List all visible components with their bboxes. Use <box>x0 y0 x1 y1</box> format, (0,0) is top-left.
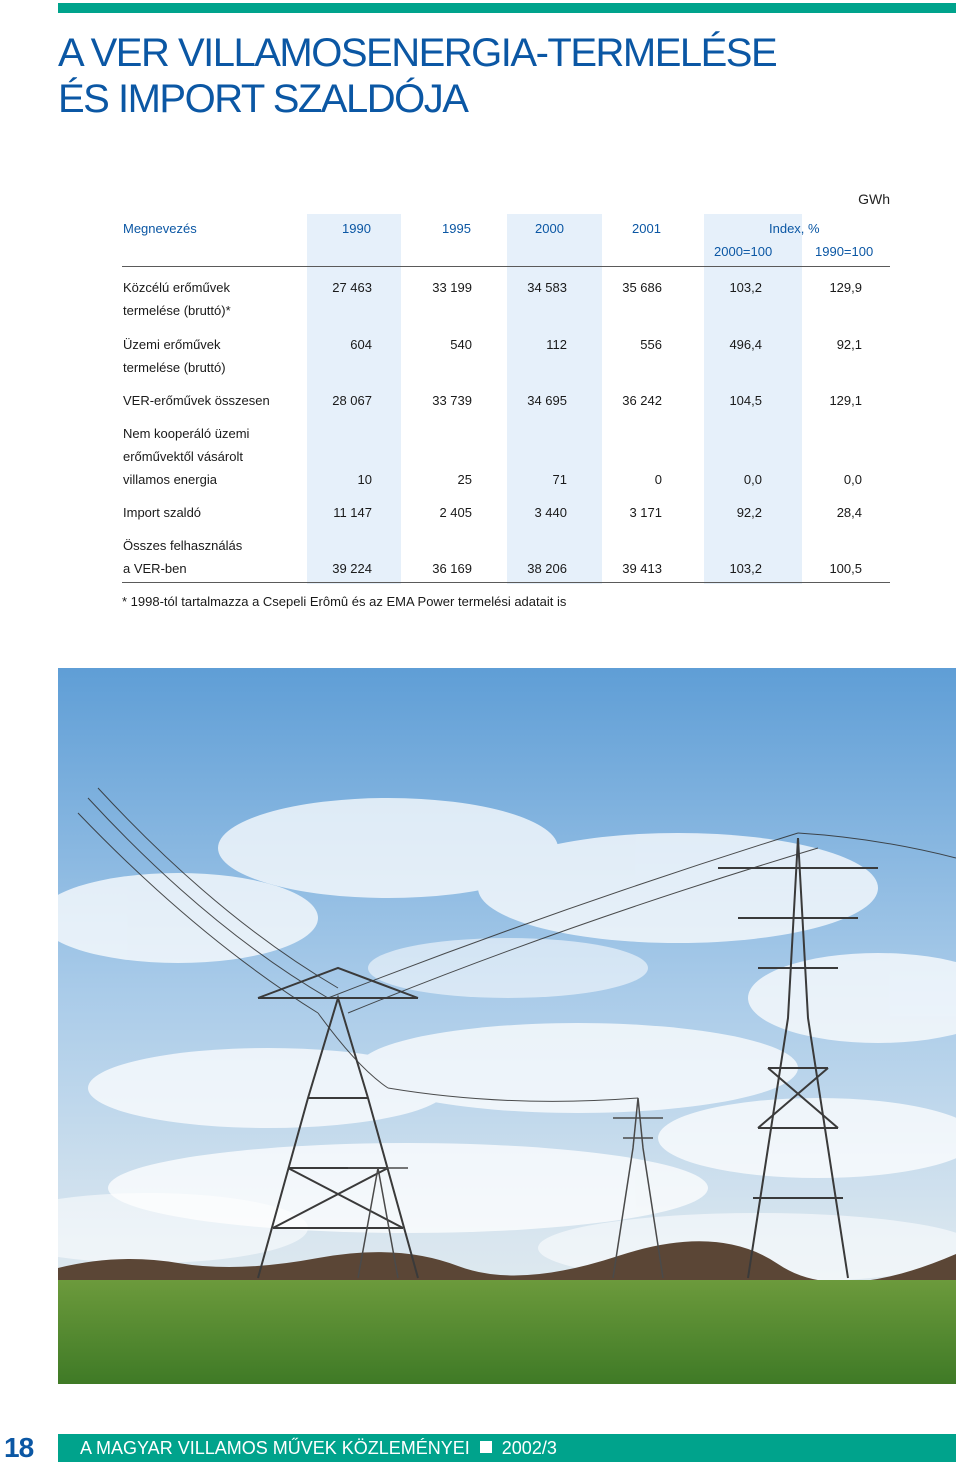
cell-index-2000: 92,2 <box>736 505 762 520</box>
page-title-line-2: ÉS IMPORT SZALDÓJA <box>58 77 468 121</box>
cell-1990: 10 <box>357 472 372 487</box>
row-label-line: Összes felhasználás <box>123 538 243 553</box>
cell-2001: 35 686 <box>622 280 662 295</box>
table-bottom-rule <box>122 582 890 583</box>
cell-index-2000: 496,4 <box>729 337 762 352</box>
cell-2000: 112 <box>546 337 567 352</box>
publication-title: A MAGYAR VILLAMOS MŰVEK KÖZLEMÉNYEI <box>80 1438 470 1458</box>
cell-index-1990: 100,5 <box>829 561 862 576</box>
footer-bar <box>58 1434 956 1462</box>
row-label-line: Import szaldó <box>123 505 202 520</box>
cell-1995: 36 169 <box>432 561 472 576</box>
header-2000: 2000 <box>535 221 564 236</box>
cell-1990: 11 147 <box>333 505 372 520</box>
cell-2001: 36 242 <box>622 393 662 408</box>
cell-2000: 34 695 <box>527 393 567 408</box>
row-label-line: a VER-ben <box>123 561 187 576</box>
cell-index-1990: 129,9 <box>829 280 862 295</box>
page-title-line-1: A VER VILLAMOSENERGIA-TERMELÉSE <box>58 31 777 75</box>
row-label <box>123 422 249 491</box>
cell-index-1990: 129,1 <box>829 393 862 408</box>
row-label-line: erőművektől vásárolt <box>123 449 243 464</box>
unit-label: GWh <box>858 191 890 207</box>
row-label-line: termelése (bruttó)* <box>123 303 231 318</box>
header-rule <box>122 266 890 267</box>
cell-1990: 39 224 <box>332 561 372 576</box>
cell-1995: 2 405 <box>439 505 472 520</box>
cell-index-1990: 28,4 <box>836 505 862 520</box>
square-bullet-icon <box>480 1441 492 1453</box>
data-table <box>122 214 890 584</box>
row-label <box>123 333 226 379</box>
row-label-line: Nem kooperáló üzemi <box>123 426 250 441</box>
row-label-line: Üzemi erőművek <box>123 337 221 352</box>
header-2001: 2001 <box>632 221 661 236</box>
header-1995: 1995 <box>442 221 471 236</box>
row-label-line: Közcélú erőművek <box>123 280 230 295</box>
cell-index-2000: 0,0 <box>743 472 762 487</box>
issue-number: 2002/3 <box>501 1438 557 1458</box>
cell-index-2000: 104,5 <box>729 393 762 408</box>
cell-index-1990: 92,1 <box>836 337 862 352</box>
cell-1990: 27 463 <box>332 280 372 295</box>
page-title <box>58 30 776 122</box>
header-name: Megnevezés <box>123 221 197 236</box>
table-footnote: * 1998-tól tartalmazza a Csepeli Erômû és az EMA Power termelési adatait is <box>122 594 567 609</box>
row-label-line: villamos energia <box>123 472 217 487</box>
row-label <box>123 534 242 580</box>
row-label-line: VER-erőművek összesen <box>123 393 270 408</box>
cell-1995: 33 199 <box>432 280 472 295</box>
footer-text <box>80 1437 557 1459</box>
cell-2000: 3 440 <box>534 505 567 520</box>
cell-2001: 3 171 <box>629 505 662 520</box>
cell-1990: 604 <box>350 337 372 352</box>
header-index-2000: 2000=100 <box>714 244 773 259</box>
cell-2000: 71 <box>552 472 567 487</box>
page-number: 18 <box>4 1432 34 1463</box>
cell-1995: 33 739 <box>432 393 472 408</box>
cell-2000: 38 206 <box>527 561 567 576</box>
cell-index-2000: 103,2 <box>729 280 762 295</box>
header-1990: 1990 <box>342 221 371 236</box>
header-index: Index, % <box>769 221 820 236</box>
row-label <box>123 276 231 322</box>
cell-1990: 28 067 <box>332 393 372 408</box>
cell-index-2000: 103,2 <box>729 561 762 576</box>
cell-2001: 0 <box>654 472 662 487</box>
header-index-1990: 1990=100 <box>815 244 874 259</box>
cell-1995: 25 <box>457 472 472 487</box>
row-label <box>123 501 201 524</box>
cell-2001: 39 413 <box>622 561 662 576</box>
cell-2001: 556 <box>640 337 662 352</box>
top-accent-bar <box>58 3 956 13</box>
row-label-line: termelése (bruttó) <box>123 360 226 375</box>
cell-2000: 34 583 <box>527 280 567 295</box>
cell-index-1990: 0,0 <box>843 472 862 487</box>
cell-1995: 540 <box>450 337 472 352</box>
power-lines-photo <box>58 668 956 1384</box>
row-label <box>123 389 270 412</box>
